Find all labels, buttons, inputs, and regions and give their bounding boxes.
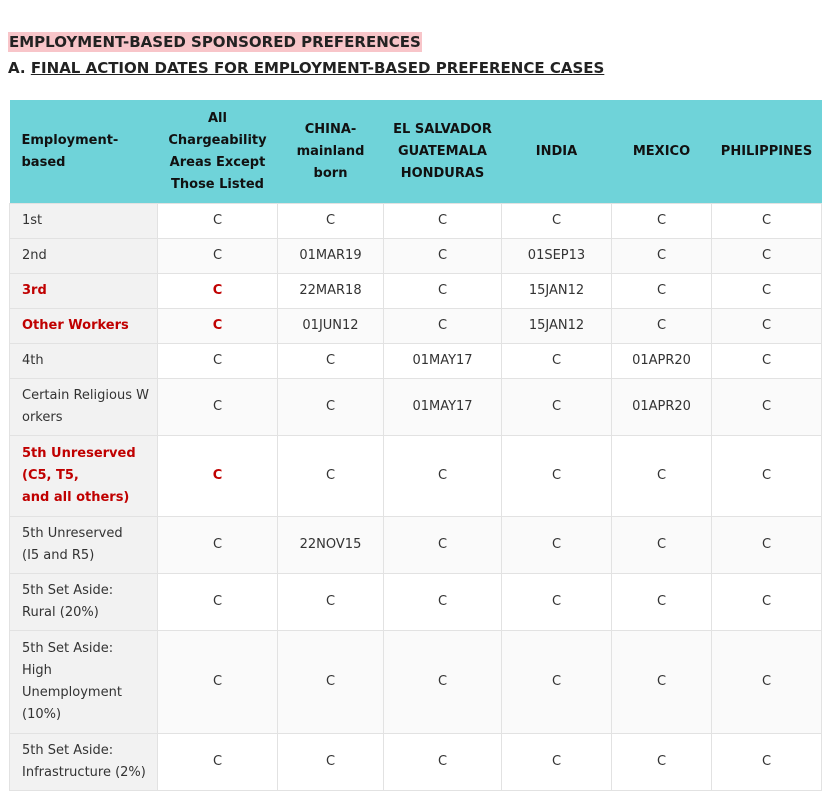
date-cell: C [712,309,822,344]
row-label-line: 3rd [22,283,47,298]
row-label-line: (10%) [22,707,62,722]
date-cell: C [384,517,502,574]
row-label-line: and all others) [22,490,130,505]
row-label [10,204,158,239]
date-cell: C [502,379,612,436]
row-label-line: High [22,663,52,678]
date-cell: C [712,574,822,631]
date-cell: C [384,734,502,791]
table-row [10,517,822,574]
date-cell: C [278,344,384,379]
date-cell: 01MAY17 [384,344,502,379]
column-header-line: Employment- [21,132,119,148]
date-cell: C [158,517,278,574]
column-header-line: based [21,154,66,170]
row-label-line: Infrastructure (2%) [22,765,146,780]
date-cell: 01MAY17 [384,379,502,436]
date-cell: C [158,309,278,344]
table-row [10,309,822,344]
row-label-line: Certain Religious Workers [22,388,149,425]
date-cell: C [158,574,278,631]
section-subtitle [8,58,604,78]
date-cell: 01APR20 [612,344,712,379]
row-label [10,379,158,436]
row-label [10,436,158,517]
date-cell: 01APR20 [612,379,712,436]
column-header-line: Chargeability [168,132,267,148]
date-cell: C [278,436,384,517]
date-cell: C [712,274,822,309]
date-cell: C [712,379,822,436]
date-cell: C [502,436,612,517]
table-row [10,344,822,379]
date-cell: C [712,344,822,379]
column-header [278,100,384,204]
date-cell: 01MAR19 [278,239,384,274]
date-cell: 22MAR18 [278,274,384,309]
table-row [10,574,822,631]
column-header-line: PHILIPPINES [720,143,813,159]
date-cell: C [158,631,278,734]
column-header [10,100,158,204]
date-cell: 01SEP13 [502,239,612,274]
date-cell: 15JAN12 [502,274,612,309]
date-cell: C [384,436,502,517]
column-header [612,100,712,204]
section-title: EMPLOYMENT-BASED SPONSORED PREFERENCES [9,33,421,51]
column-header-line: EL SALVADOR [393,121,492,137]
date-cell: C [384,574,502,631]
row-label-line: 5th Unreserved [22,446,136,461]
row-label-line: 1st [22,213,43,228]
table-row [10,379,822,436]
date-cell: C [278,574,384,631]
table-row [10,274,822,309]
date-cell: C [384,204,502,239]
column-header-line: INDIA [535,143,578,159]
date-cell: C [502,631,612,734]
row-label-line: Unemployment [22,685,122,700]
date-cell: C [502,517,612,574]
date-cell: C [158,734,278,791]
date-cell: C [158,204,278,239]
date-cell: C [712,631,822,734]
date-cell: C [158,274,278,309]
table-row [10,631,822,734]
date-cell: C [612,436,712,517]
table-header-row [10,100,822,204]
column-header-line: born [313,165,348,181]
date-cell: C [384,631,502,734]
date-cell: C [612,274,712,309]
date-cell: C [278,631,384,734]
subtitle-prefix: A. [8,59,31,77]
row-label-line: 5th Unreserved [22,526,123,541]
date-cell: C [278,379,384,436]
row-label-line: Other Workers [22,318,129,333]
date-cell: C [384,239,502,274]
column-header [158,100,278,204]
date-cell: C [712,239,822,274]
column-header-line: mainland [296,143,365,159]
column-header-line: HONDURAS [400,165,485,181]
table-row [10,204,822,239]
row-label [10,574,158,631]
row-label-line: 4th [22,353,44,368]
date-cell: C [712,436,822,517]
date-cell: C [158,239,278,274]
column-header [712,100,822,204]
row-label-line: 5th Set Aside: [22,743,114,758]
row-label [10,517,158,574]
date-cell: C [278,204,384,239]
date-cell: C [612,239,712,274]
row-label [10,631,158,734]
date-cell: C [502,574,612,631]
row-label [10,344,158,379]
column-header-line: CHINA- [304,121,357,137]
date-cell: 15JAN12 [502,309,612,344]
date-cell: C [384,274,502,309]
column-header-line: Those Listed [171,176,264,192]
row-label-line: (I5 and R5) [22,548,95,563]
date-cell: C [612,631,712,734]
row-label-line: 2nd [22,248,47,263]
column-header-line: Areas Except [169,154,266,170]
column-header-line: GUATEMALA [398,143,487,159]
date-cell: C [502,734,612,791]
date-cell: C [712,517,822,574]
date-cell: C [158,436,278,517]
date-cell: C [712,734,822,791]
final-action-dates-table [9,100,822,791]
row-label-line: (C5, T5, [22,468,79,483]
date-cell: C [612,574,712,631]
table-row [10,436,822,517]
table-row [10,239,822,274]
row-label-line: Rural (20%) [22,605,99,620]
table-body [10,204,822,791]
table-row [10,734,822,791]
date-cell: 22NOV15 [278,517,384,574]
section-heading [8,32,604,78]
column-header-line: All [208,110,227,126]
row-label-line: 5th Set Aside: [22,641,114,656]
date-cell: 01JUN12 [278,309,384,344]
date-cell: C [612,309,712,344]
date-cell: C [502,204,612,239]
date-cell: C [384,309,502,344]
row-label-line: 5th Set Aside: [22,583,114,598]
date-cell: C [612,734,712,791]
date-cell: C [158,379,278,436]
row-label [10,734,158,791]
column-header-line: MEXICO [632,143,691,159]
date-cell: C [612,517,712,574]
date-cell: C [158,344,278,379]
column-header [384,100,502,204]
date-cell: C [502,344,612,379]
row-label [10,239,158,274]
row-label [10,309,158,344]
subtitle-text: FINAL ACTION DATES FOR EMPLOYMENT-BASED PREFERENCE CASES [30,59,605,77]
column-header [502,100,612,204]
date-cell: C [612,204,712,239]
row-label [10,274,158,309]
date-cell: C [712,204,822,239]
date-cell: C [278,734,384,791]
